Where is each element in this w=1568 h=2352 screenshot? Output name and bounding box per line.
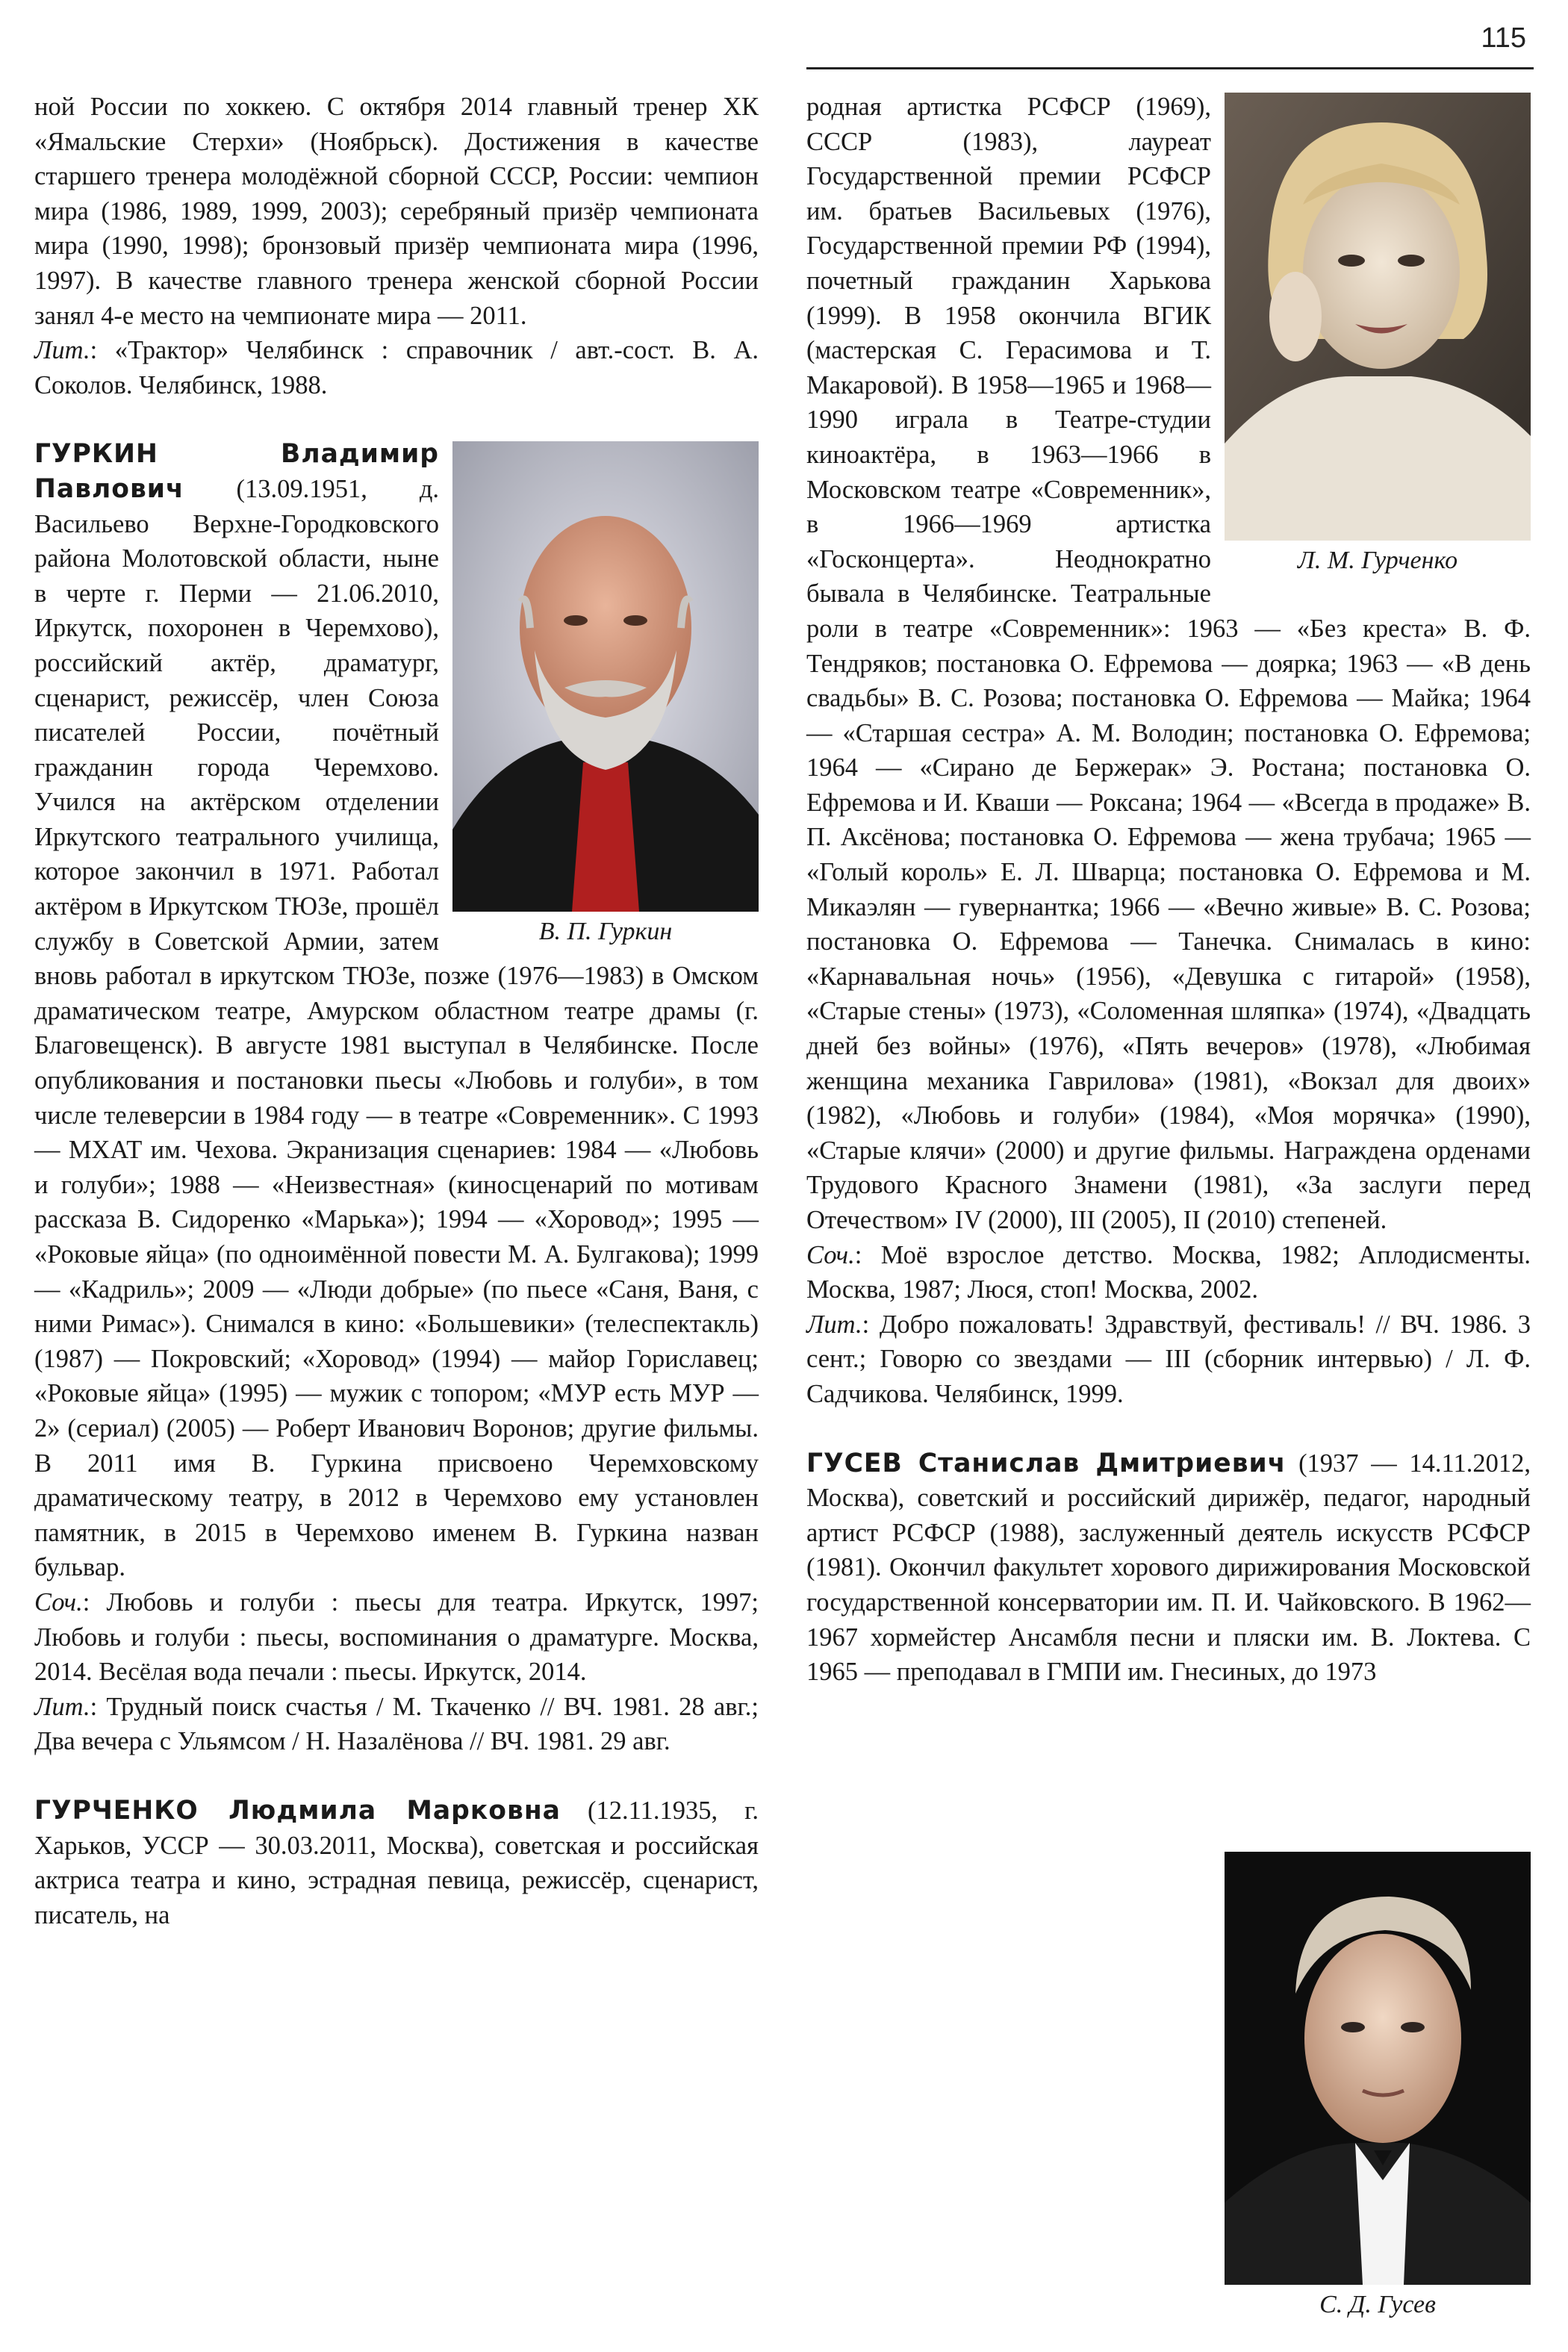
gusev-portrait-photo bbox=[1225, 1852, 1531, 2285]
gurchenko-photo-caption: Л. М. Гурченко bbox=[1297, 547, 1458, 574]
lit-label: Лит. bbox=[806, 1310, 862, 1339]
gurchenko-portrait-photo bbox=[1225, 93, 1531, 541]
gurkin-works bbox=[34, 1585, 759, 1690]
left-column bbox=[34, 90, 759, 1932]
soch-label: Соч. bbox=[34, 1587, 83, 1617]
gurchenko-works bbox=[806, 1238, 1531, 1307]
soch-label: Соч. bbox=[806, 1240, 855, 1269]
hockey-entry-end: ной России по хоккею. С октября 2014 главный тренер ХК «Ямальские Стерхи» (Ноябрьск). Достижения в качестве старшего тренера молодёжной сборной СССР, России: чемпион мира (1986, 1989, 1999, 2003); серебряный призёр чемпионата мира (1990, 1998); бронзовый призёр чемпионата мира (1996, 1997). В качестве главного тренера женской сборной России занял 4-е место на чемпионате мира — 2011. bbox=[34, 93, 759, 330]
gurkin-photo-block bbox=[452, 441, 759, 949]
soch-text: : Любовь и голуби : пьесы для театра. Иркутск, 1997; Любовь и голуби : пьесы, воспоминания о драматурге. Москва, 2014. Весёлая вода печали : пьесы. Иркутск, 2014. bbox=[34, 1587, 759, 1687]
gurchenko-literature bbox=[806, 1307, 1531, 1412]
soch-text: : Моё взрослое детство. Москва, 1982; Аплодисменты. Москва, 1987; Люся, стоп! Москва, 2002. bbox=[806, 1240, 1531, 1304]
gurchenko-photo-block bbox=[1225, 93, 1531, 578]
right-column bbox=[806, 90, 1531, 2318]
gurkin-name: ГУРКИН Владимир Павлович bbox=[34, 439, 439, 504]
lit-label: Лит. bbox=[34, 336, 90, 365]
gurchenko-entry-continued: родная артистка РСФСР (1969), СССР (1983), лауреат Государственной премии РСФСР им. братьев Васильевых (1976), Государственной премии РФ (1994), почетный гражданин Харькова (1999). В 1958 окончила ВГИК (мастерская С. Герасимова и Т. Макаровой). В 1958—1965 и 1968—1990 играла в Театре-студии киноактёра, в 1963—1966 в Московском театре «Современник», в 1966—1969 артистка «Госконцерта». Неоднократно бывала в Челябинске. Театральные роли в театре «Современник»: 1963 — «Без креста» В. Ф. Тендряков; постановка О. Ефремова — доярка; 1963 — «В день свадьбы» В. С. Розова; постановка О. Ефремова — Майка; 1964 — «Старшая сестра» А. М. Володин; постановка О. Ефремова; 1964 — «Сирано де Бержерак» Э. Ростана; постановка О. Ефремова и И. Кваши — Роксана; 1964 — «Всегда в продаже» В. П. Аксёнова; постановка О. Ефремова — жена трубача; 1965 — «Голый король» Е. Л. Шварца; постановка О. Ефремова и М. Микаэлян — гувернантка; 1966 — «Вечно живые» В. С. Розова; постановка О. Ефремова — Танечка. Снималась в кино: «Карнавальная ночь» (1956), «Девушка с гитарой» (1958), «Старые стены» (1973), «Соломенная шляпка» (1974), «Двадцать дней без войны» (1976), «Пять вечеров» (1978), «Любимая женщина механика Гаврилова» (1981), «Вокзал для двоих» (1982), «Любовь и голуби» (1984), «Моя морячка» (1990), «Старые клячи» (2000) и другие фильмы. Награждена орденами Трудового Красного Знамени (1981), «За заслуги перед Отечеством» IV (2000), III (2005), II (2010) степеней. bbox=[806, 93, 1531, 1234]
gusev-name: ГУСЕВ Станислав Дмитриевич bbox=[806, 1448, 1287, 1478]
gusev-bio: (1937 — 14.11.2012, Москва), советский и российский дирижёр, педагог, народный артист РСФСР (1988), заслуженный деятель искусств РСФСР (1981). Окончил факультет хорового дирижирования Московской государственной консерватории им. П. И. Чайковского. В 1962—1967 хормейстер Ансамбля песни и пляски им. В. Локтева. С 1965 — преподавал в ГМПИ им. Гнесиных, до 1973 bbox=[806, 1449, 1531, 1687]
gurkin-photo-caption: В. П. Гуркин bbox=[538, 918, 673, 946]
lit-text: : «Трактор» Челябинск : справочник / авт.-сост. В. А. Соколов. Челябинск, 1988. bbox=[34, 336, 759, 399]
hockey-literature bbox=[34, 333, 759, 402]
lit-label: Лит. bbox=[34, 1692, 90, 1721]
gusev-photo-caption: С. Д. Гусев bbox=[1319, 2291, 1436, 2318]
gusev-photo-block bbox=[1225, 1852, 1531, 2322]
gurchenko-bio-start: (12.11.1935, г. Харьков, УССР — 30.03.2011, Москва), советская и российская актриса театра и кино, эстрадная певица, режиссёр, сценарист, писатель, на bbox=[34, 1796, 759, 1929]
gurkin-bio: (13.09.1951, д. Васильево Верхне-Городковского района Молотовской области, ныне в черте г. Перми — 21.06.2010, Иркутск, похоронен в Черемхово), российский актёр, драматург, сценарист, режиссёр, член Союза писателей России, почётный гражданин города Черемхово. Учился на актёрском отделении Иркутского театрального училища, которое закончил в 1971. Работал актёром в Иркутском ТЮЗе, прошёл службу в Советской Армии, затем вновь работал в иркутском ТЮЗе, позже (1976—1983) в Омском драматическом театре, Амурском областном театре драмы (г. Благовещенск). В августе 1981 выступал в Челябинске. После опубликования и постановки пьесы «Любовь и голуби», в том числе телеверсии в 1984 году — в театре «Современник». С 1993 — МХАТ им. Чехова. Экранизация сценариев: 1984 — «Любовь и голуби»; 1988 — «Неизвестная» (киносценарий по мотивам рассказа В. Сидоренко «Марька»); 1994 — «Хоровод»; 1995 — «Роковые яйца» (по одноимённой повести М. А. Булгакова); 1999 — «Кадриль»; 2009 — «Люди добрые» (по пьесе «Саня, Ваня, с ними Римас»). Снимался в кино: «Большевики» (телеспектакль) (1987) — Покровский; «Хоровод» (1994) — майор Гориславец; «Роковые яйца» (1995) — мужик с топором; «МУР есть МУР — 2» (сериал) (2005) — Роберт Иванович Воронов; другие фильмы. В 2011 имя В. Гуркина присвоено Черемховскому драматическому театру, в 2012 в Черемхово ему установлен памятник, в 2015 в Черемхово именем В. Гуркина назван бульвар. bbox=[34, 474, 759, 1582]
lit-text: : Трудный поиск счастья / М. Ткаченко // ВЧ. 1981. 28 авг.; Два вечера с Ульямсом / Н. Назалёнова // ВЧ. 1981. 29 авг. bbox=[34, 1692, 759, 1756]
gurkin-literature bbox=[34, 1690, 759, 1759]
gurkin-portrait-photo bbox=[452, 441, 759, 912]
page-number: 115 bbox=[1481, 22, 1526, 54]
gurchenko-name: ГУРЧЕНКО Людмила Марковна bbox=[34, 1795, 561, 1826]
top-rule bbox=[806, 67, 1534, 69]
lit-text: : Добро пожаловать! Здравствуй, фестиваль! // ВЧ. 1986. 3 сент.; Говорю со звездами — III (сборник интервью) / Л. Ф. Садчикова. Челябинск, 1999. bbox=[806, 1310, 1531, 1408]
gusev-entry bbox=[806, 1446, 1531, 1690]
gurchenko-entry-start bbox=[34, 1793, 759, 1932]
